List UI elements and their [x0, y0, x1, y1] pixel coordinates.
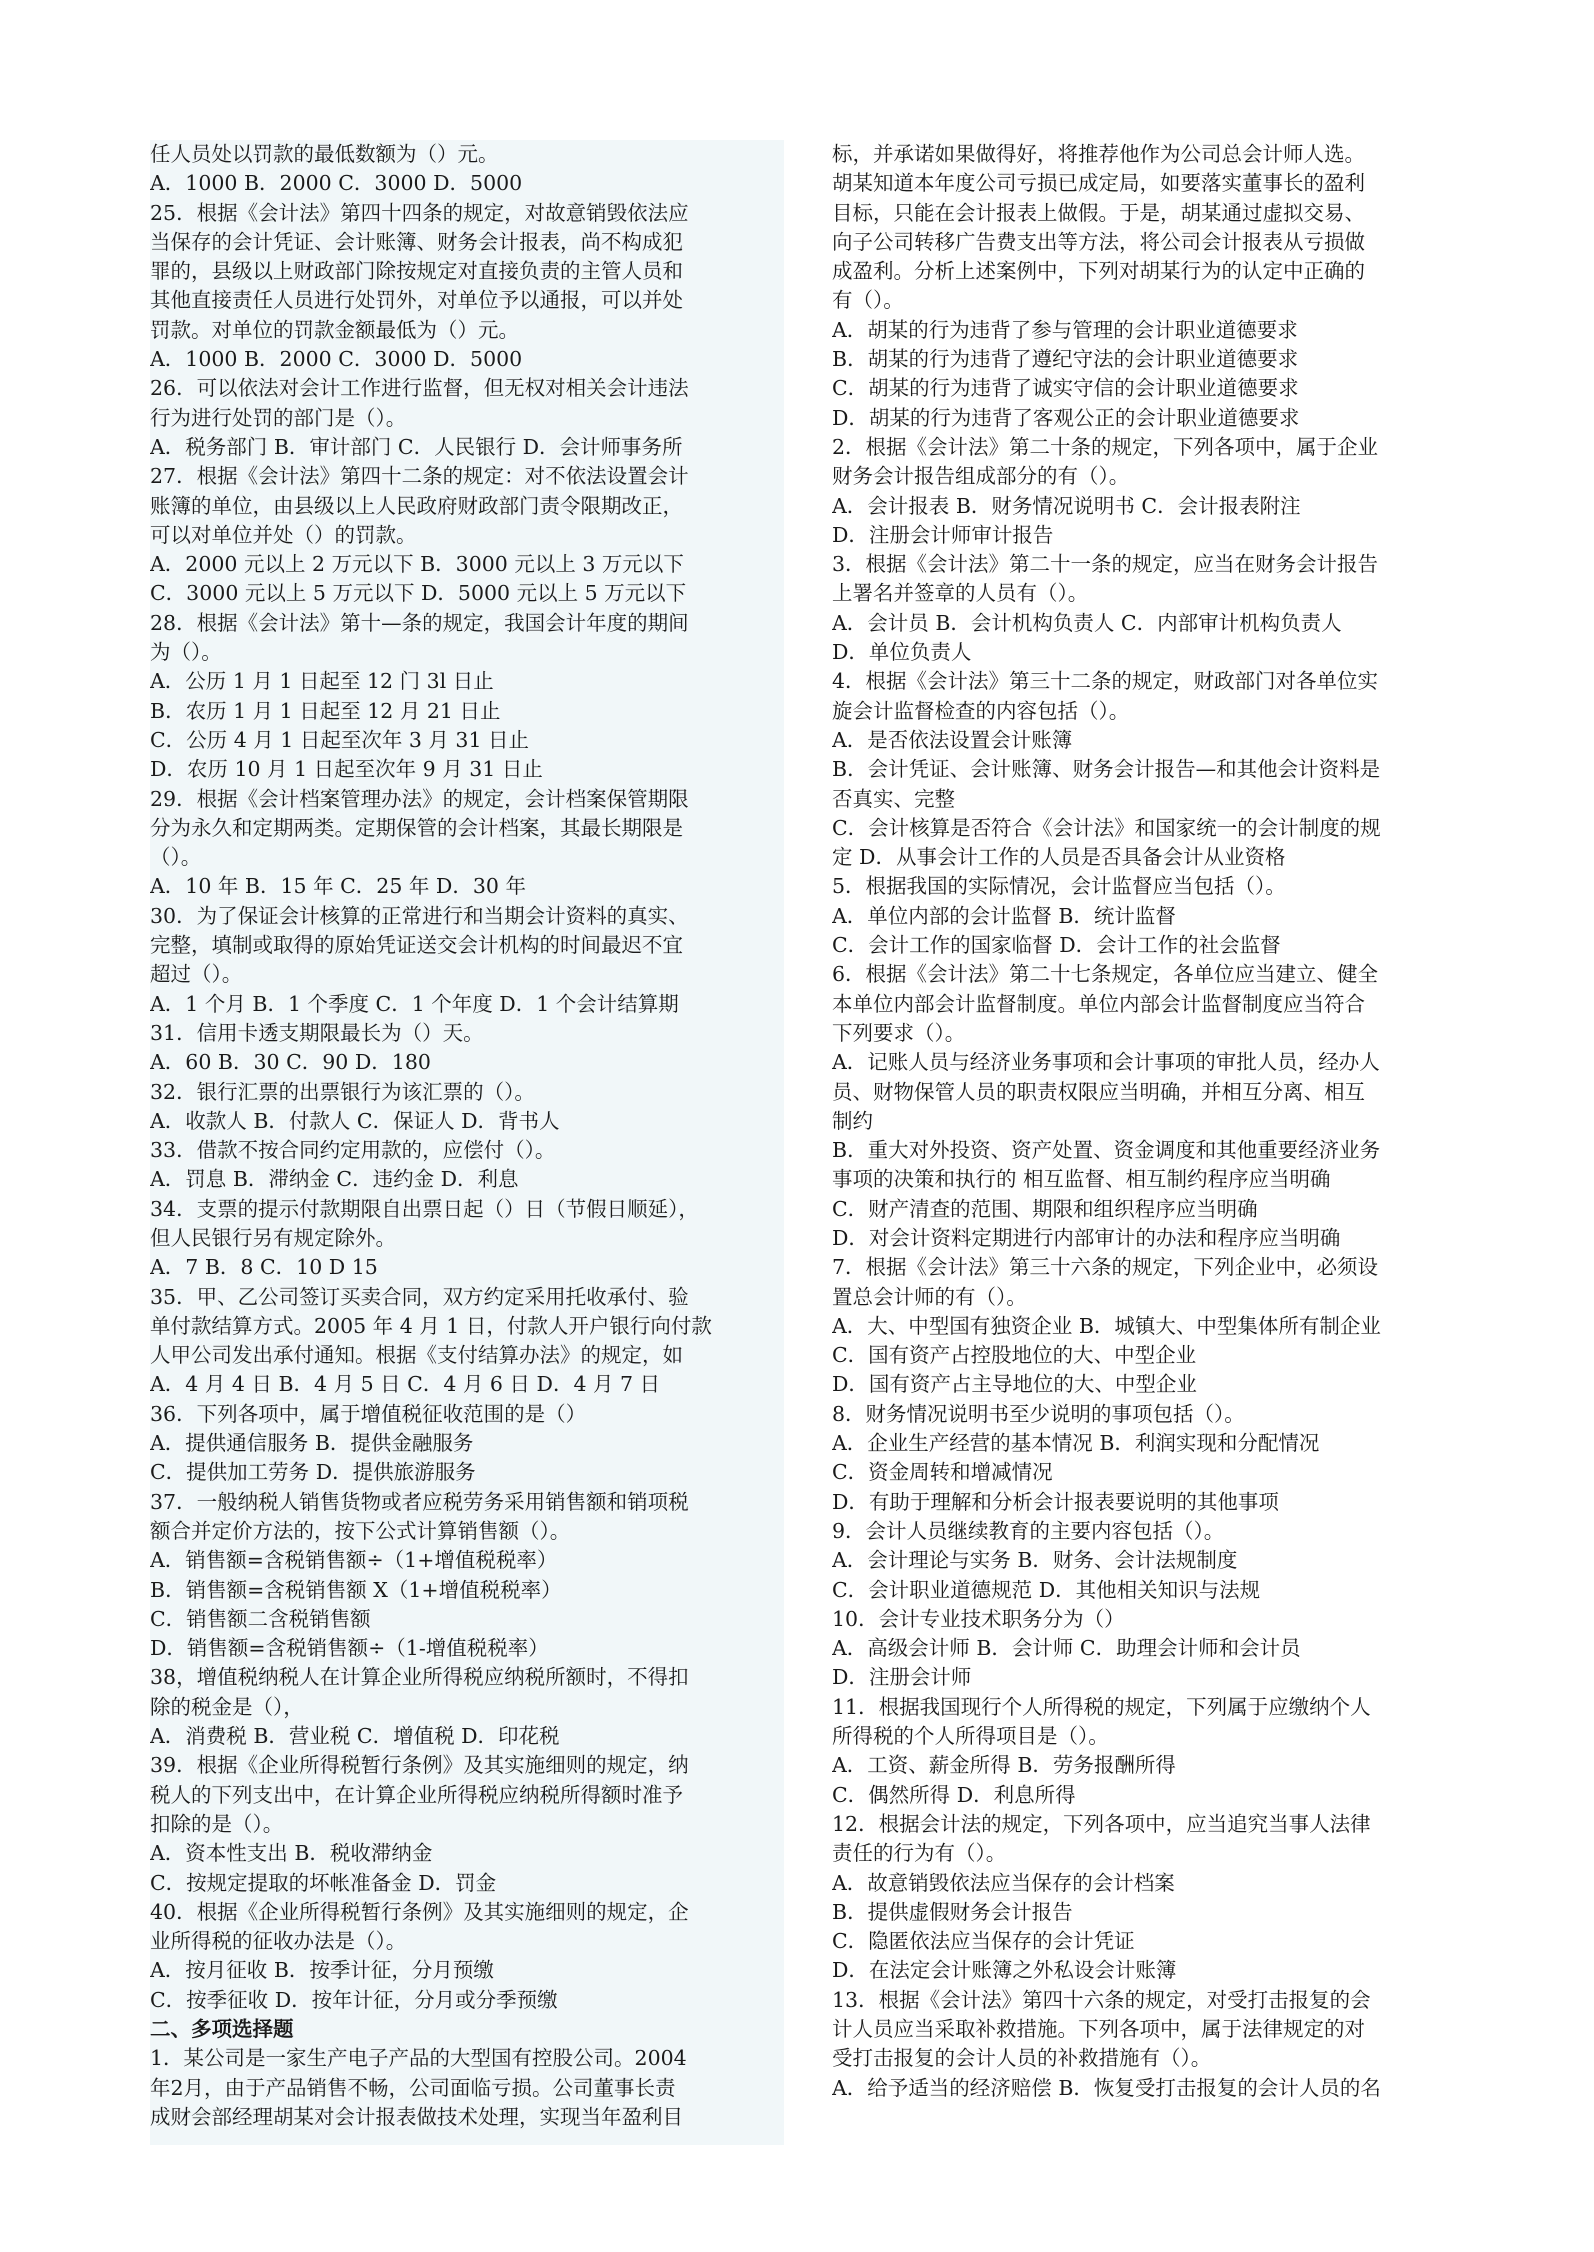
right-text-line: A．工资、薪金所得 B．劳务报酬所得: [832, 1753, 1176, 1778]
left-text-line: A．1000 B．2000 C．3000 D．5000: [150, 171, 523, 196]
right-text-line: 旋会计监督检查的内容包括（）。: [832, 698, 1130, 723]
right-text-line: 7．根据《会计法》第三十六条的规定，下列企业中，必须设: [832, 1255, 1379, 1280]
right-text-line: 13．根据《会计法》第四十六条的规定，对受打击报复的会: [832, 1987, 1371, 2012]
left-text-line: A．收款人 B．付款人 C．保证人 D．背书人: [150, 1108, 560, 1133]
left-text-line: 35．甲、乙公司签订买卖合同，双方约定采用托收承付、验: [150, 1284, 689, 1309]
left-text-line: A．公历 1 月 1 日起至 12 门 3l 日止: [150, 669, 494, 694]
right-text-line: D．对会计资料定期进行内部审计的办法和程序应当明确: [832, 1225, 1341, 1250]
left-text-line: C．销售额二含税销售额: [150, 1606, 371, 1631]
left-text-line: 26．可以依法对会计工作进行监督，但无权对相关会计违法: [150, 376, 689, 401]
left-text-line: 其他直接责任人员进行处罚外，对单位予以通报，可以并处: [150, 288, 683, 313]
left-text-line: D．销售额=含税销售额÷（1-增值税税率）: [150, 1636, 549, 1661]
left-text-line: 账簿的单位，由县级以上人民政府财政部门责令限期改正，: [150, 493, 683, 518]
right-text-line: 员、财物保管人员的职责权限应当明确，并相互分离、相互: [832, 1079, 1365, 1104]
right-text-line: 4．根据《会计法》第三十二条的规定，财政部门对各单位实: [832, 669, 1379, 694]
right-text-line: A．会计员 B．会计机构负责人 C．内部审计机构负责人: [832, 610, 1342, 635]
right-text-line: C．国有资产占控股地位的大、中型企业: [832, 1343, 1197, 1368]
left-text-line: 34．支票的提示付款期限自出票日起（）日（节假日顺延），: [150, 1196, 699, 1221]
left-text-line: C．公历 4 月 1 日起至次年 3 月 31 日止: [150, 727, 530, 752]
right-text-line: B．胡某的行为违背了遵纪守法的会计职业道德要求: [832, 347, 1299, 372]
left-text-line: A．税务部门 B．审计部门 C．人民银行 D．会计师事务所: [150, 434, 683, 459]
right-text-line: 有（）。: [832, 288, 904, 313]
right-text-line: A．会计理论与实务 B．财务、会计法规制度: [832, 1548, 1238, 1573]
left-column: [150, 140, 784, 2145]
right-column: [832, 140, 1462, 2145]
left-text-line: B．农历 1 月 1 日起至 12 月 21 日止: [150, 698, 501, 723]
right-text-line: 上署名并签章的人员有（）。: [832, 581, 1089, 606]
left-text-line: C．按规定提取的坏帐准备金 D．罚金: [150, 1870, 497, 1895]
right-text-line: 下列要求（）。: [832, 1020, 966, 1045]
left-text-line: A．1000 B．2000 C．3000 D．5000: [150, 347, 523, 372]
right-text-line: D．注册会计师: [832, 1665, 972, 1690]
left-text-line: 40．根据《企业所得税暂行条例》及其实施细则的规定，企: [150, 1899, 689, 1924]
left-text-line: 额合并定价方法的，按下公式计算销售额（）。: [150, 1518, 571, 1543]
right-text-line: C．胡某的行为违背了诚实守信的会计职业道德要求: [832, 376, 1299, 401]
left-text-line: 为（）。: [150, 640, 222, 665]
left-text-line: 成财会部经理胡某对会计报表做技术处理，实现当年盈利目: [150, 2104, 683, 2129]
left-text-line: 37．一般纳税人销售货物或者应税劳务采用销售额和销项税: [150, 1489, 689, 1514]
right-text-line: B．重大对外投资、资产处置、资金调度和其他重要经济业务: [832, 1138, 1381, 1163]
left-text-line: A．消费税 B．营业税 C．增值税 D．印花税: [150, 1724, 560, 1749]
left-text-line: C．按季征收 D．按年计征，分月或分季预缴: [150, 1987, 558, 2012]
left-text-line: A．10 年 B．15 年 C．25 年 D．30 年: [150, 874, 526, 899]
left-text-line: C．3000 元以上 5 万元以下 D．5000 元以上 5 万元以下: [150, 581, 687, 606]
right-text-line: D．国有资产占主导地位的大、中型企业: [832, 1372, 1197, 1397]
right-text-line: 成盈利。分析上述案例中，下列对胡某行为的认定中正确的: [832, 259, 1365, 284]
left-text-line: 32．银行汇票的出票银行为该汇票的（）。: [150, 1079, 535, 1104]
left-text-line: 罪的，县级以上财政部门除按规定对直接负责的主管人员和: [150, 259, 683, 284]
left-text-line: （）。: [150, 845, 202, 870]
left-text-line: 年2月，由于产品销售不畅，公司面临亏损。公司董事长责: [150, 2075, 676, 2100]
right-text-line: 2．根据《会计法》第二十条的规定，下列各项中，属于企业: [832, 434, 1379, 459]
left-text-line: 完整，填制或取得的原始凭证送交会计机构的时间最迟不宜: [150, 933, 683, 958]
left-text-line: 扣除的是（）。: [150, 1811, 284, 1836]
right-text-line: 责任的行为有（）。: [832, 1841, 1007, 1866]
left-text-line: 38，增值税纳税人在计算企业所得税应纳税所额时，不得扣: [150, 1665, 689, 1690]
left-text-line: A．罚息 B．滞纳金 C．违约金 D．利息: [150, 1167, 519, 1192]
left-text-line: 33．借款不按合同约定用款的，应偿付（）。: [150, 1138, 556, 1163]
right-text-line: A．给予适当的经济赔偿 B．恢复受打击报复的会计人员的名: [832, 2075, 1381, 2100]
right-text-line: 9．会计人员继续教育的主要内容包括（）。: [832, 1518, 1225, 1543]
left-text-line: 人甲公司发出承付通知。根据《支付结算办法》的规定，如: [150, 1343, 683, 1368]
right-text-line: D．在法定会计账簿之外私设会计账簿: [832, 1958, 1177, 1983]
left-text-line: 分为永久和定期两类。定期保管的会计档案，其最长期限是: [150, 815, 683, 840]
right-text-line: C．会计工作的国家临督 D．会计工作的社会监督: [832, 933, 1281, 958]
right-text-line: C．隐匿依法应当保存的会计凭证: [832, 1929, 1135, 1954]
right-text-line: A．故意销毁依法应当保存的会计档案: [832, 1870, 1175, 1895]
left-text-line: 25．根据《会计法》第四十四条的规定，对故意销毁依法应: [150, 200, 689, 225]
left-text-line: A．提供通信服务 B．提供金融服务: [150, 1431, 474, 1456]
right-text-line: A．单位内部的会计监督 B．统计监督: [832, 903, 1176, 928]
right-text-line: C．会计核算是否符合《会计法》和国家统一的会计制度的规: [832, 815, 1381, 840]
left-text-line: 二、多项选择题: [150, 2017, 294, 2041]
left-text-line: A．2000 元以上 2 万元以下 B．3000 元以上 3 万元以下: [150, 552, 684, 577]
right-text-line: D．胡某的行为违背了客观公正的会计职业道德要求: [832, 405, 1300, 430]
right-text-line: A．大、中型国有独资企业 B．城镇大、中型集体所有制企业: [832, 1313, 1381, 1338]
right-text-line: B．提供虚假财务会计报告: [832, 1899, 1073, 1924]
right-text-line: 6．根据《会计法》第二十七条规定，各单位应当建立、健全: [832, 962, 1379, 987]
right-text-line: D．有助于理解和分析会计报表要说明的其他事项: [832, 1489, 1279, 1514]
right-text-line: D．单位负责人: [832, 640, 972, 665]
left-text-line: 超过（）。: [150, 962, 243, 987]
left-text-line: 业所得税的征收办法是（）。: [150, 1929, 407, 1954]
left-text-line: 可以对单位并处（）的罚款。: [150, 522, 417, 547]
left-text-line: 30．为了保证会计核算的正常进行和当期会计资料的真实、: [150, 903, 689, 928]
left-text-line: 28．根据《会计法》第十—条的规定，我国会计年度的期间: [150, 610, 689, 635]
right-text-line: B．会计凭证、会计账簿、财务会计报告—和其他会计资料是: [832, 757, 1381, 782]
left-text-line: 行为进行处罚的部门是（）。: [150, 405, 407, 430]
right-text-line: 置总会计师的有（）。: [832, 1284, 1027, 1309]
right-text-line: 本单位内部会计监督制度。单位内部会计监督制度应当符合: [832, 991, 1365, 1016]
right-text-line: 11．根据我国现行个人所得税的规定，下列属于应缴纳个人: [832, 1694, 1371, 1719]
right-text-line: 8．财务情况说明书至少说明的事项包括（）。: [832, 1401, 1245, 1426]
right-text-line: 10．会计专业技术职务分为（）: [832, 1606, 1125, 1631]
right-text-line: 向子公司转移广告费支出等方法，将公司会计报表从亏损做: [832, 229, 1365, 254]
right-text-line: C．资金周转和增减情况: [832, 1460, 1053, 1485]
left-text-line: 29．根据《会计档案管理办法》的规定，会计档案保管期限: [150, 786, 689, 811]
left-text-line: 除的税金是（），: [150, 1694, 304, 1719]
right-text-line: 财务会计报告组成部分的有（）。: [832, 464, 1130, 489]
left-text-line: A．60 B．30 C．90 D．180: [150, 1050, 431, 1075]
right-text-line: A．是否依法设置会计账簿: [832, 727, 1073, 752]
left-text-line: 税人的下列支出中，在计算企业所得税应纳税所得额时准予: [150, 1782, 683, 1807]
right-text-line: A．会计报表 B．财务情况说明书 C．会计报表附注: [832, 493, 1301, 518]
left-text-line: B．销售额=含税销售额 X（1+增值税税率）: [150, 1577, 562, 1602]
right-text-line: 否真实、完整: [832, 786, 955, 811]
left-text-line: 当保存的会计凭证、会计账簿、财务会计报表，尚不构成犯: [150, 229, 683, 254]
left-text-line: 31．信用卡透支期限最长为（）天。: [150, 1020, 484, 1045]
left-text-line: C．提供加工劳务 D．提供旅游服务: [150, 1460, 476, 1485]
right-text-line: A．高级会计师 B．会计师 C．助理会计师和会计员: [832, 1636, 1301, 1661]
left-text-line: A．销售额=含税销售额÷（1+增值税税率）: [150, 1548, 558, 1573]
right-text-line: A．胡某的行为违背了参与管理的会计职业道德要求: [832, 317, 1298, 342]
left-text-line: 单付款结算方式。2005 年 4 月 1 日，付款人开户银行向付款: [150, 1313, 712, 1338]
right-text-line: C．偶然所得 D．利息所得: [832, 1782, 1076, 1807]
left-text-line: 罚款。对单位的罚款金额最低为（）元。: [150, 317, 519, 342]
left-text-line: 任人员处以罚款的最低数额为（）元。: [150, 142, 499, 166]
right-text-line: A．企业生产经营的基本情况 B．利润实现和分配情况: [832, 1431, 1320, 1456]
left-text-line: D．农历 10 月 1 日起至次年 9 月 31 日止: [150, 757, 543, 782]
right-text-line: 胡某知道本年度公司亏损已成定局，如要落实董事长的盈利: [832, 171, 1365, 196]
left-text-line: 36．下列各项中，属于增值税征收范围的是（）: [150, 1401, 587, 1426]
left-text-line: A．7 B．8 C．10 D 15: [150, 1255, 378, 1280]
left-text-line: A．4 月 4 日 B．4 月 5 日 C．4 月 6 日 D．4 月 7 日: [150, 1372, 661, 1397]
right-text-line: D．注册会计师审计报告: [832, 522, 1054, 547]
left-text-line: 但人民银行另有规定除外。: [150, 1225, 396, 1250]
right-text-line: C．财产清查的范围、期限和组织程序应当明确: [832, 1196, 1258, 1221]
right-text-line: 定 D．从事会计工作的人员是否具备会计从业资格: [832, 845, 1286, 870]
right-text-line: 12．根据会计法的规定，下列各项中，应当追究当事人法律: [832, 1811, 1371, 1836]
right-text-line: 标，并承诺如果做得好，将推荐他作为公司总会计师人选。: [832, 142, 1365, 166]
right-text-line: 所得税的个人所得项目是（）。: [832, 1724, 1109, 1749]
right-text-line: 制约: [832, 1108, 873, 1133]
left-text-line: 27．根据《会计法》第四十二条的规定：对不依法设置会计: [150, 464, 689, 489]
right-text-line: 受打击报复的会计人员的补救措施有（）。: [832, 2046, 1212, 2071]
left-text-line: 1．某公司是一家生产电子产品的大型国有控股公司。2004: [150, 2046, 687, 2071]
right-text-line: 事项的决策和执行的 相互监督、相互制约程序应当明确: [832, 1167, 1331, 1192]
right-text-line: A．记账人员与经济业务事项和会计事项的审批人员，经办人: [832, 1050, 1380, 1075]
right-text-line: 计人员应当采取补救措施。下列各项中，属于法律规定的对: [832, 2017, 1365, 2041]
right-text-line: 目标，只能在会计报表上做假。于是，胡某通过虚拟交易、: [832, 200, 1365, 225]
right-text-line: C．会计职业道德规范 D．其他相关知识与法规: [832, 1577, 1261, 1602]
left-text-line: 39．根据《企业所得税暂行条例》及其实施细则的规定，纳: [150, 1753, 689, 1778]
right-text-line: 5．根据我国的实际情况，会计监督应当包括（）。: [832, 874, 1286, 899]
left-text-line: A．1 个月 B．1 个季度 C．1 个年度 D．1 个会计结算期: [150, 991, 679, 1016]
right-text-line: 3．根据《会计法》第二十一条的规定，应当在财务会计报告: [832, 552, 1379, 577]
left-text-line: A．按月征收 B．按季计征，分月预缴: [150, 1958, 494, 1983]
left-text-line: A．资本性支出 B．税收滞纳金: [150, 1841, 433, 1866]
